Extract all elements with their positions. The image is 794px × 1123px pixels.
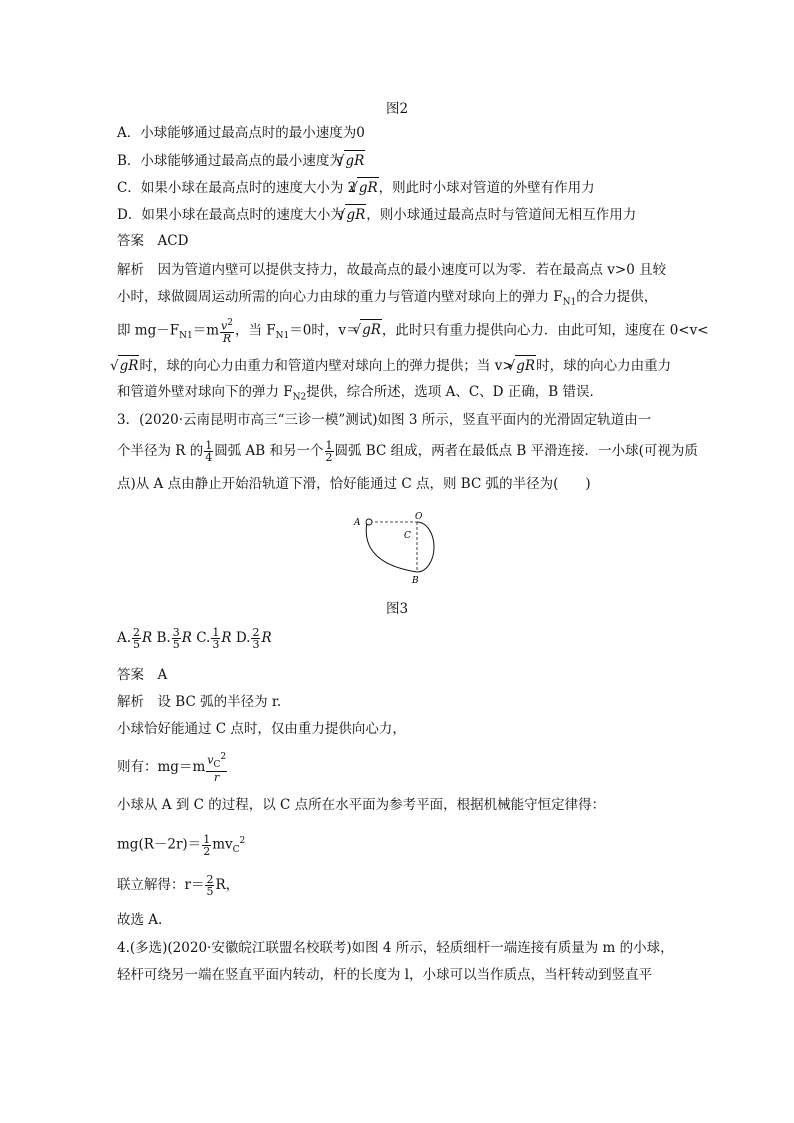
explanation-3-line-2: 小球恰好能通过 C 点时，仅由重力提供向心力， [117,721,406,737]
label-c: C [404,531,411,541]
explanation-3-line-7: 故选 A. [117,912,163,928]
question-4-line-1: 4.(多选)(2020·安徽皖江联盟名校联考)如图 4 所示，轻质细杆一端连接有质量为 m 的小球， [117,940,674,956]
question-3-line-2: 个半径为 R 的 $\frac{1}{4}$ 圆弧 AB 和另一个 $\frac{1}{2}$ 圆弧 BC 组成，两者在最低点 B 平滑连接．一小球(可视为质 [117,439,698,464]
explanation-3-line-1: 解析 设 BC 弧的半径为 r. [117,694,282,710]
label-a: A [354,518,361,528]
figure-3-diagram [350,508,450,588]
explanation-3-line-5: mg(R－2r)＝ $\frac{1}{2}$ $mv_C^2$ [117,832,246,858]
question-4-line-2: 轻杆可绕另一端在竖直平面内转动，杆的长度为 l，小球可以当作质点，当杆转动到竖直平 [117,967,653,983]
answer-3: 答案 A [117,667,168,683]
explanation-3-line-4: 小球从 A 到 C 的过程，以 C 点所在水平面为参考平面，根据机械能守恒定律得： [117,797,606,813]
figure-3-caption: 图3 [385,601,409,617]
arc-ab [366,522,417,572]
explanation-1-line-2: 小时，球做圆周运动所需的向心力由球的重力与管道内壁对球向上的弹力 $F_{N1}$的合力提供， [117,289,658,308]
answer-choices: A. $\frac{2}{5}$ R B. $\frac{3}{5}$ R C. $\frac{1}{3}$ R D. $\frac{2}{3}$ R [117,626,272,651]
label-o: O [415,512,423,522]
question-3-line-3: 点)从 A 点由静止开始沿轨道下滑，恰好能通过 C 点，则 BC 弧的半径为( ) [117,476,591,492]
option-d: D．如果小球在最高点时的速度大小为√ gR，则小球通过最高点时与管道间无相互作用力 [117,204,636,225]
label-b: B [412,576,419,586]
option-b: B．小球能够通过最高点的最小速度为√ gR [117,150,365,171]
explanation-3-line-6: 联立解得：r＝ $\frac{2}{5}$ R， [117,873,240,898]
explanation-1-line-3: 即 $mg-F_{N1}=m$ $\frac{v^2}{R}$ ，当 $F_{N1}=0$时，v＝√ gR，此时只有重力提供向心力．由此可知，速度在 0<v< [117,318,709,346]
ball-at-a [366,519,372,525]
explanation-1-line-1: 解析 因为管道内壁可以提供支持力，故最高点的最小速度可以为零．若在最高点 v>0 且较 [117,262,667,278]
arc-bc [417,522,434,572]
question-3-line-1: 3．(2020·云南昆明市高三“三诊一模”测试)如图 3 所示，竖直平面内的光滑固定轨道由一 [117,412,652,428]
option-a: A．小球能够通过最高点时的最小速度为0 [117,125,365,141]
explanation-1-line-4: √ gR时，球的向心力由重力和管道内壁对球向上的弹力提供；当 v>√ gR时，球的向心力由重力 [117,355,671,376]
explanation-1-line-5: 和管道外壁对球向下的弹力 $F_{N2}$提供，综合所述，选项 A、C、D 正确，B 错误． [117,384,603,403]
figure-2-caption: 图2 [385,101,409,117]
answer-1: 答案 ACD [117,233,189,249]
option-c: C．如果小球在最高点时的速度大小为 2√ gR，则此时小球对管道的外壁有作用力 [117,177,595,198]
explanation-3-line-3: 则有：mg＝m $\frac{v_C^2}{r}$ [117,752,227,784]
